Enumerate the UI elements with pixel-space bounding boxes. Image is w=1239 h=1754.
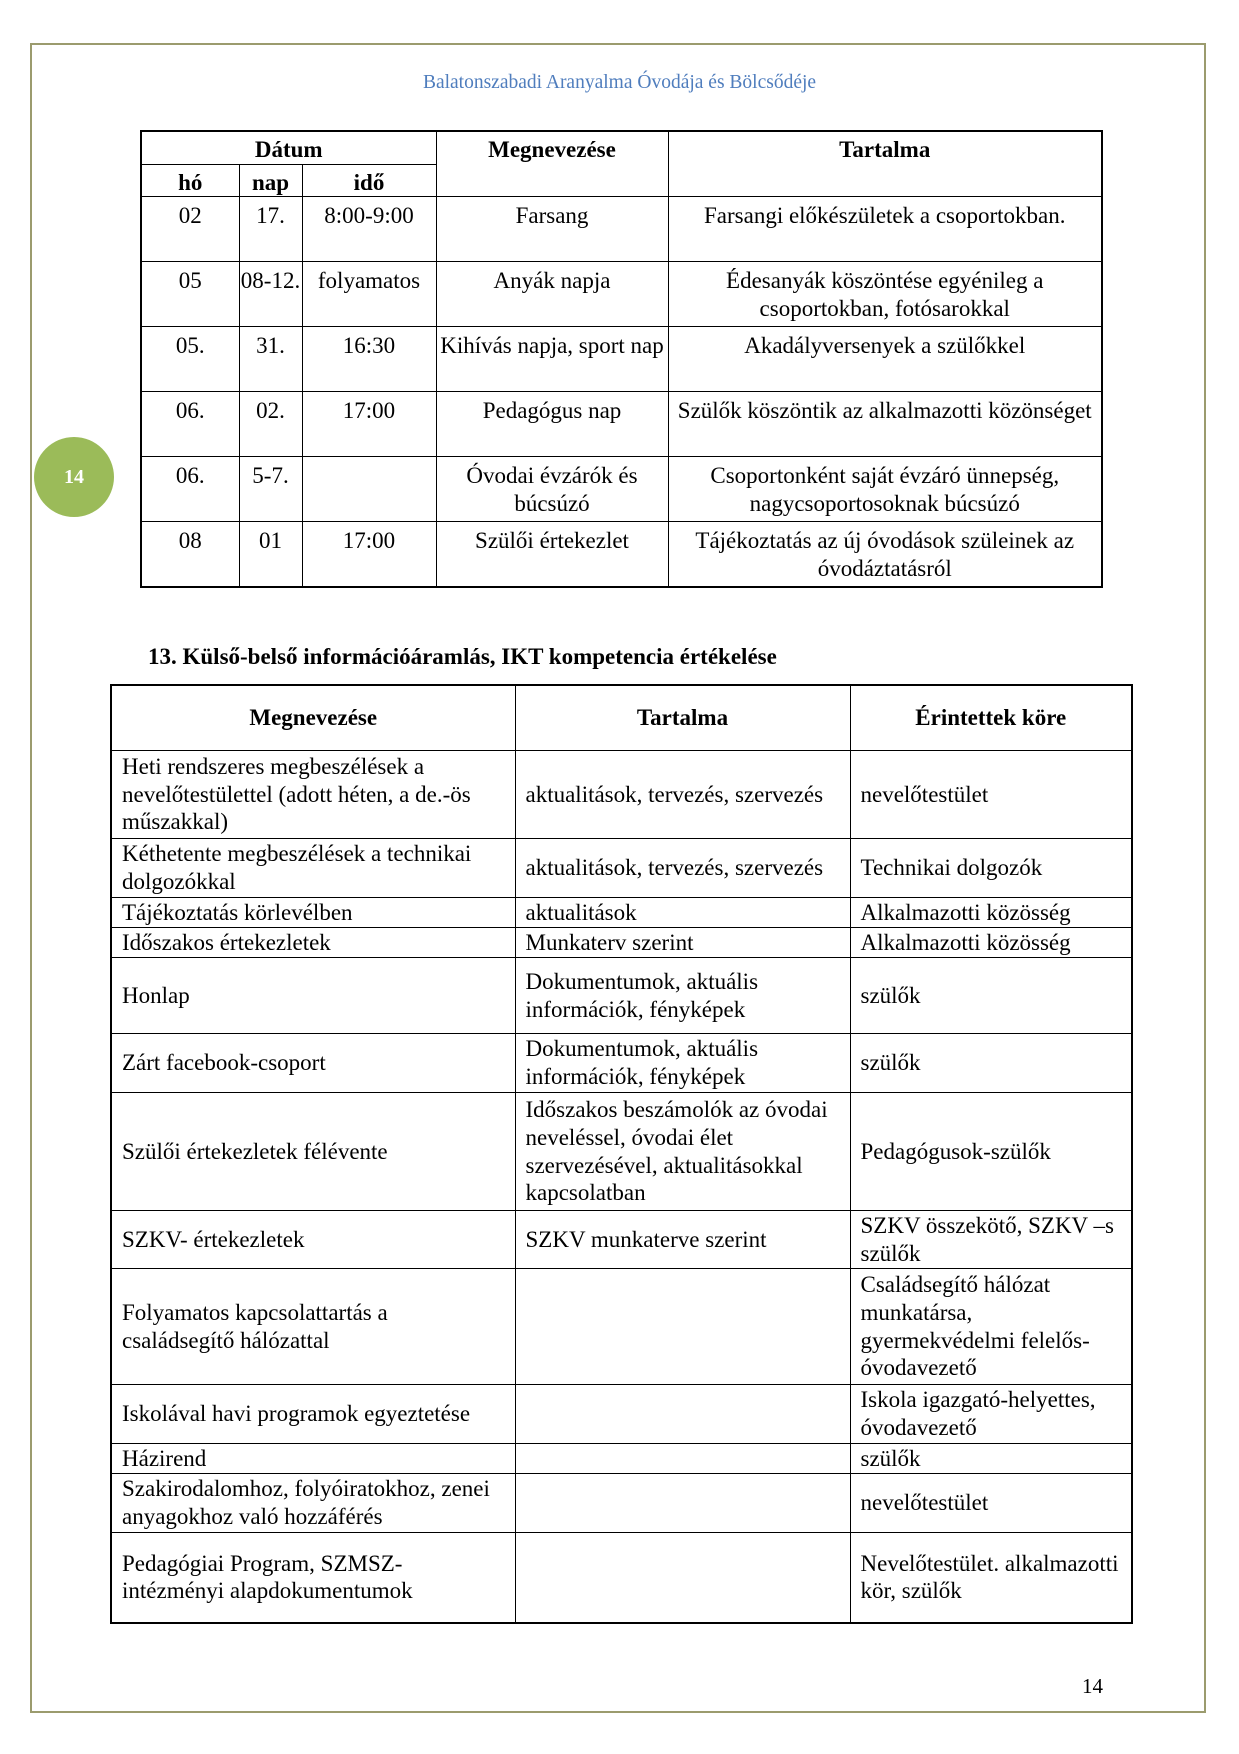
cell-megnevezese: Pedagógiai Program, SZMSZ-intézményi alapdokumentumok: [111, 1533, 515, 1623]
table-row: [111, 1474, 1132, 1533]
cell-megnevezese: Szakirodalomhoz, folyóiratokhoz, zenei anyagokhoz való hozzáférés: [111, 1474, 515, 1533]
cell-erintettek: nevelőtestület: [850, 751, 1132, 839]
cell-ho: 06.: [141, 457, 239, 522]
cell-nap: 17.: [239, 197, 302, 262]
cell-erintettek: Pedagógusok-szülők: [850, 1093, 1132, 1211]
cell-tartalma: [515, 1533, 850, 1623]
cell-ido: 17:00: [302, 392, 436, 457]
cell-ho: 02: [141, 197, 239, 262]
table-row: [141, 327, 1102, 392]
cell-erintettek: SZKV összekötő, SZKV –s szülők: [850, 1211, 1132, 1269]
cell-megnevezese: Óvodai évzárók és búcsúzó: [436, 457, 668, 522]
cell-tartalma: Édesanyák köszöntése egyénileg a csoportokban, fotósarokkal: [668, 262, 1102, 327]
cell-ho: 08: [141, 522, 239, 588]
cell-megnevezese: Kéthetente megbeszélések a technikai dolgozókkal: [111, 839, 515, 898]
table-row: [111, 958, 1132, 1034]
cell-ho: 06.: [141, 392, 239, 457]
table-row: [111, 1385, 1132, 1444]
table-row: [111, 1269, 1132, 1385]
cell-erintettek: szülők: [850, 958, 1132, 1034]
cell-nap: 31.: [239, 327, 302, 392]
table-row: [141, 457, 1102, 522]
table-row: [111, 1533, 1132, 1623]
cell-tartalma: [515, 1385, 850, 1444]
cell-erintettek: Nevelőtestület. alkalmazotti kör, szülők: [850, 1533, 1132, 1623]
cell-ido: folyamatos: [302, 262, 436, 327]
cell-tartalma: Munkaterv szerint: [515, 928, 850, 958]
cell-tartalma: SZKV munkaterve szerint: [515, 1211, 850, 1269]
table-row: [111, 1093, 1132, 1211]
table-row: [111, 898, 1132, 928]
table-row: [111, 1211, 1132, 1269]
cell-ido: 17:00: [302, 522, 436, 588]
table-row: [111, 751, 1132, 839]
cell-tartalma: Tájékoztatás az új óvodások szüleinek az óvodáztatásról: [668, 522, 1102, 588]
cell-tartalma: [515, 1444, 850, 1474]
cell-nap: 02.: [239, 392, 302, 457]
cell-ho: 05: [141, 262, 239, 327]
table-row: [111, 1034, 1132, 1093]
cell-megnevezese: Folyamatos kapcsolattartás a családsegítő hálózattal: [111, 1269, 515, 1385]
cell-ido: [302, 457, 436, 522]
table-row: [141, 522, 1102, 588]
table-row: [111, 928, 1132, 958]
cell-erintettek: Családsegítő hálózat munkatársa, gyermekvédelmi felelős-óvodavezető: [850, 1269, 1132, 1385]
cell-erintettek: Iskola igazgató-helyettes, óvodavezető: [850, 1385, 1132, 1444]
cell-megnevezese: Honlap: [111, 958, 515, 1034]
cell-megnevezese: Iskolával havi programok egyeztetése: [111, 1385, 515, 1444]
header-ho: hó: [141, 164, 239, 197]
cell-megnevezese: Tájékoztatás körlevélben: [111, 898, 515, 928]
cell-tartalma: Dokumentumok, aktuális információk, fényképek: [515, 1034, 850, 1093]
cell-megnevezese: Anyák napja: [436, 262, 668, 327]
header-tartalma: Tartalma: [668, 131, 1102, 197]
table-row: [111, 1444, 1132, 1474]
cell-tartalma: aktualitások, tervezés, szervezés: [515, 751, 850, 839]
page-badge: 14: [34, 437, 114, 517]
cell-megnevezese: Heti rendszeres megbeszélések a nevelőtestülettel (adott héten, a de.-ös műszakkal): [111, 751, 515, 839]
cell-tartalma: Csoportonként saját évzáró ünnepség, nagycsoportosoknak búcsúzó: [668, 457, 1102, 522]
cell-megnevezese: Kihívás napja, sport nap: [436, 327, 668, 392]
cell-nap: 5-7.: [239, 457, 302, 522]
cell-nap: 08-12.: [239, 262, 302, 327]
header-megnevezese: Megnevezése: [436, 131, 668, 197]
cell-megnevezese: Farsang: [436, 197, 668, 262]
cell-tartalma: aktualitások, tervezés, szervezés: [515, 839, 850, 898]
cell-tartalma: Dokumentumok, aktuális információk, fényképek: [515, 958, 850, 1034]
header-ido: idő: [302, 164, 436, 197]
cell-tartalma: aktualitások: [515, 898, 850, 928]
header-nap: nap: [239, 164, 302, 197]
cell-ido: 8:00-9:00: [302, 197, 436, 262]
cell-erintettek: szülők: [850, 1444, 1132, 1474]
table-row: [141, 392, 1102, 457]
cell-erintettek: nevelőtestület: [850, 1474, 1132, 1533]
cell-megnevezese: Időszakos értekezletek: [111, 928, 515, 958]
section-title: 13. Külső-belső információáramlás, IKT kompetencia értékelése: [148, 644, 777, 669]
cell-erintettek: Alkalmazotti közösség: [850, 928, 1132, 958]
events-table: [140, 130, 1103, 588]
header-tartalma: Tartalma: [515, 685, 850, 751]
information-flow-table: [110, 684, 1133, 1624]
cell-erintettek: Technikai dolgozók: [850, 839, 1132, 898]
cell-megnevezese: SZKV- értekezletek: [111, 1211, 515, 1269]
page-number: 14: [1082, 1674, 1103, 1698]
cell-tartalma: Farsangi előkészületek a csoportokban.: [668, 197, 1102, 262]
cell-megnevezese: Szülői értekezlet: [436, 522, 668, 588]
cell-tartalma: [515, 1269, 850, 1385]
cell-megnevezese: Pedagógus nap: [436, 392, 668, 457]
cell-megnevezese: Szülői értekezletek félévente: [111, 1093, 515, 1211]
header-erintettek: Érintettek köre: [850, 685, 1132, 751]
cell-ido: 16:30: [302, 327, 436, 392]
cell-tartalma: [515, 1474, 850, 1533]
page-header: Balatonszabadi Aranyalma Óvodája és Bölcsődéje: [422, 72, 817, 93]
cell-tartalma: Szülők köszöntik az alkalmazotti közönséget: [668, 392, 1102, 457]
header-datum: Dátum: [141, 131, 436, 164]
table-row: [141, 262, 1102, 327]
header-megnevezese: Megnevezése: [111, 685, 515, 751]
table-row: [141, 197, 1102, 262]
cell-megnevezese: Házirend: [111, 1444, 515, 1474]
cell-erintettek: szülők: [850, 1034, 1132, 1093]
cell-nap: 01: [239, 522, 302, 588]
cell-megnevezese: Zárt facebook-csoport: [111, 1034, 515, 1093]
table-row: [111, 839, 1132, 898]
cell-erintettek: Alkalmazotti közösség: [850, 898, 1132, 928]
cell-ho: 05.: [141, 327, 239, 392]
cell-tartalma: Akadályversenyek a szülőkkel: [668, 327, 1102, 392]
cell-tartalma: Időszakos beszámolók az óvodai neveléssel, óvodai élet szervezésével, aktualitásokkal kapcsolatban: [515, 1093, 850, 1211]
